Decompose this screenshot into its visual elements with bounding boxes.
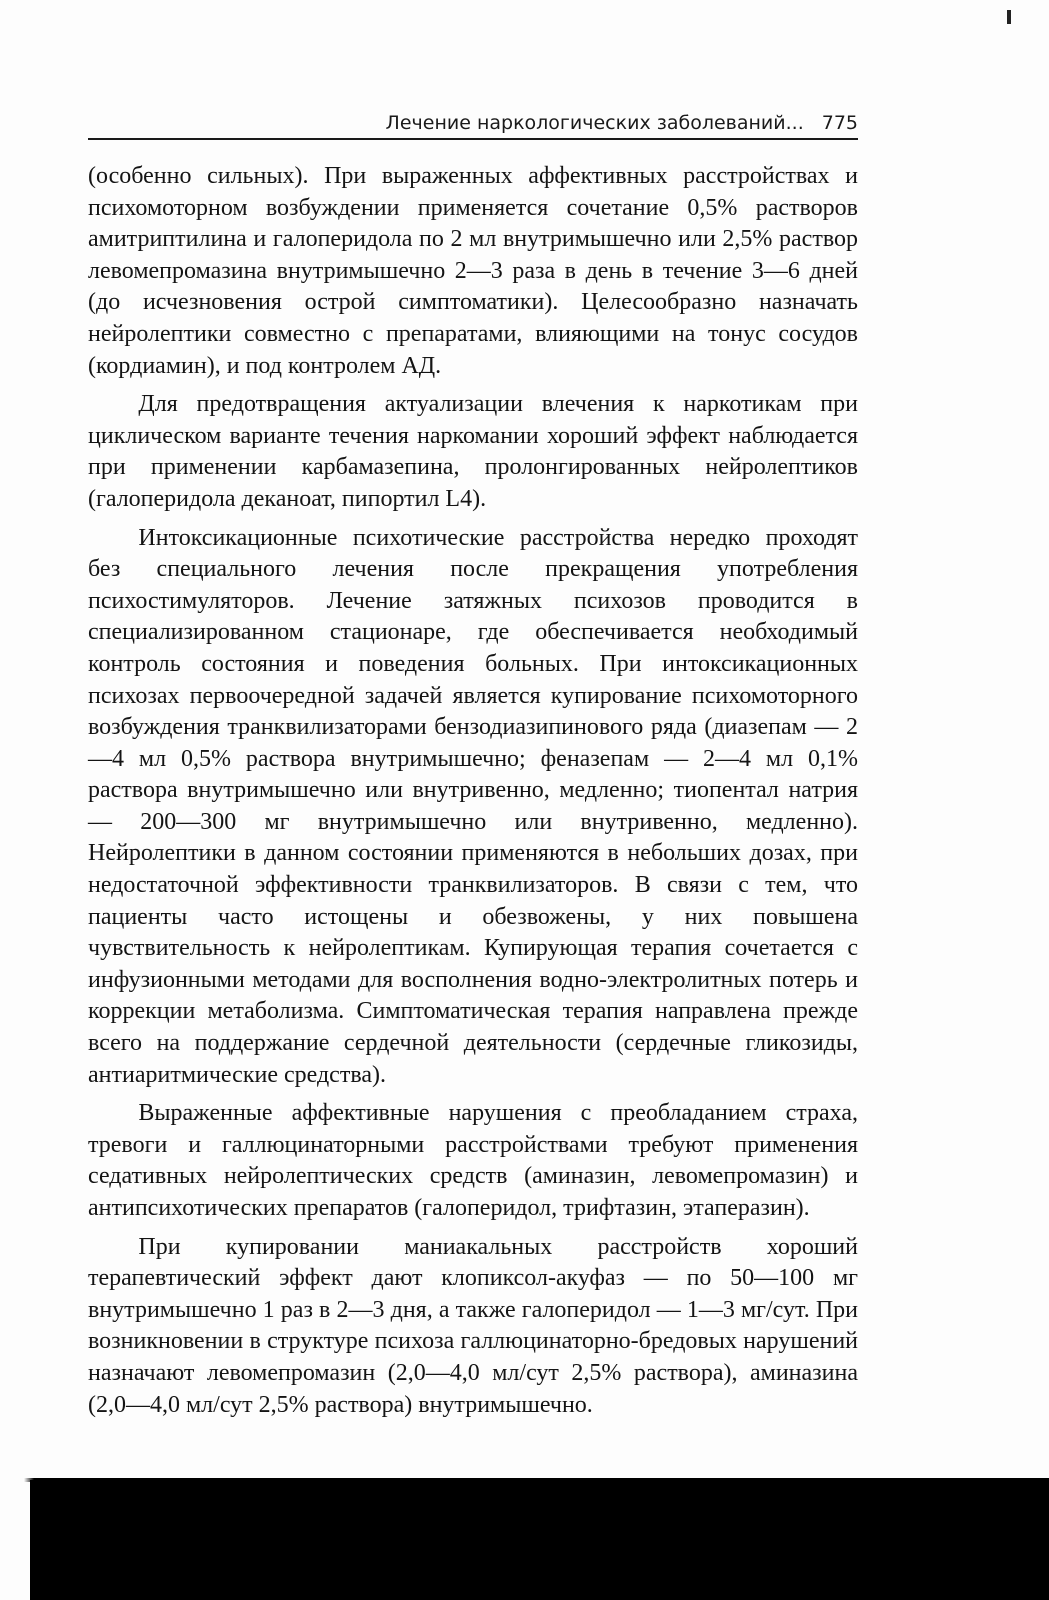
paragraph-2: Для предотвращения актуализации влечения к наркотикам при циклическом варианте течения наркомании хороший эффект наблюдается при применении карбамазепина, пролонгированных нейролептиков (галоперидола деканоат, пипортил L4). (88, 391, 858, 512)
paragraph-5: При купировании маниакальных расстройств хороший терапевтический эффект дают клопиксол-акуфаз — по 50—100 мг внутримышечно 1 раз в 2—3 дня, а также галоперидол — 1—3 мг/сут. При возникновении в структуре психоза галлюцинаторно-бредовых нарушений назначают левомепромазин (2,0—4,0 мл/сут 2,5% раствора), аминазина (2,0—4,0 мл/сут 2,5% раствора) внутримышечно. (88, 1233, 858, 1418)
running-header (88, 102, 858, 140)
body-text (88, 161, 858, 1428)
running-header-title: Лечение наркологических заболеваний... (385, 112, 804, 134)
scan-shadow-bar (30, 1480, 1049, 1600)
paragraph-3: Интоксикационные психотические расстройства нередко проходят без специального лечения после прекращения употребления психостимуляторов. Лечение затяжных психозов проводится в специализированном стационаре, где обеспечивается необходимый контроль состояния и поведения больных. При интоксикационных психозах первоочередной задачей является купирование психомоторного возбуждения транквилизаторами бензодиазипинового ряда (диазепам — 2—4 мл 0,5% раствора внутримышечно; феназепам — 2—4 мл 0,1% раствора внутримышечно или внутривенно, медленно; тиопентал натрия — 200—300 мг внутримышечно или внутривенно, медленно). Нейролептики в данном состоянии применяются в небольших дозах, при недостаточной эффективности транквилизаторов. В связи с тем, что пациенты часто истощены и обезвожены, у них повышена чувствительность к нейролептикам. Купирующая терапия сочетается с инфузионными методами для восполнения водно-электролитных потерь и коррекции метаболизма. Симптоматическая терапия направлена прежде всего на поддержание сердечной деятельности (сердечные гликозиды, антиаритмические средства). (88, 524, 858, 1088)
paragraph-4: Выраженные аффективные нарушения с преобладанием страха, тревоги и галлюцинаторными расстройствами требуют применения седативных нейролептических средств (аминазин, левомепромазин) и антипсихотических препаратов (галоперидол, трифтазин, этаперазин). (88, 1100, 858, 1221)
scan-speck (1007, 10, 1011, 24)
paragraph-1: (особенно сильных). При выраженных аффективных расстройствах и психомоторном возбуждении применяется сочетание 0,5% растворов амитриптилина и галоперидола по 2 мл внутримышечно или 2,5% раствор левомепромазина внутримышечно 2—3 раза в день в течение 3—6 дней (до исчезновения острой симптоматики). Целесообразно назначать нейролептики совместно с препаратами, влияющими на тонус сосудов (кордиамин), и под контролем АД. (88, 163, 858, 379)
page-number: 775 (821, 112, 858, 134)
